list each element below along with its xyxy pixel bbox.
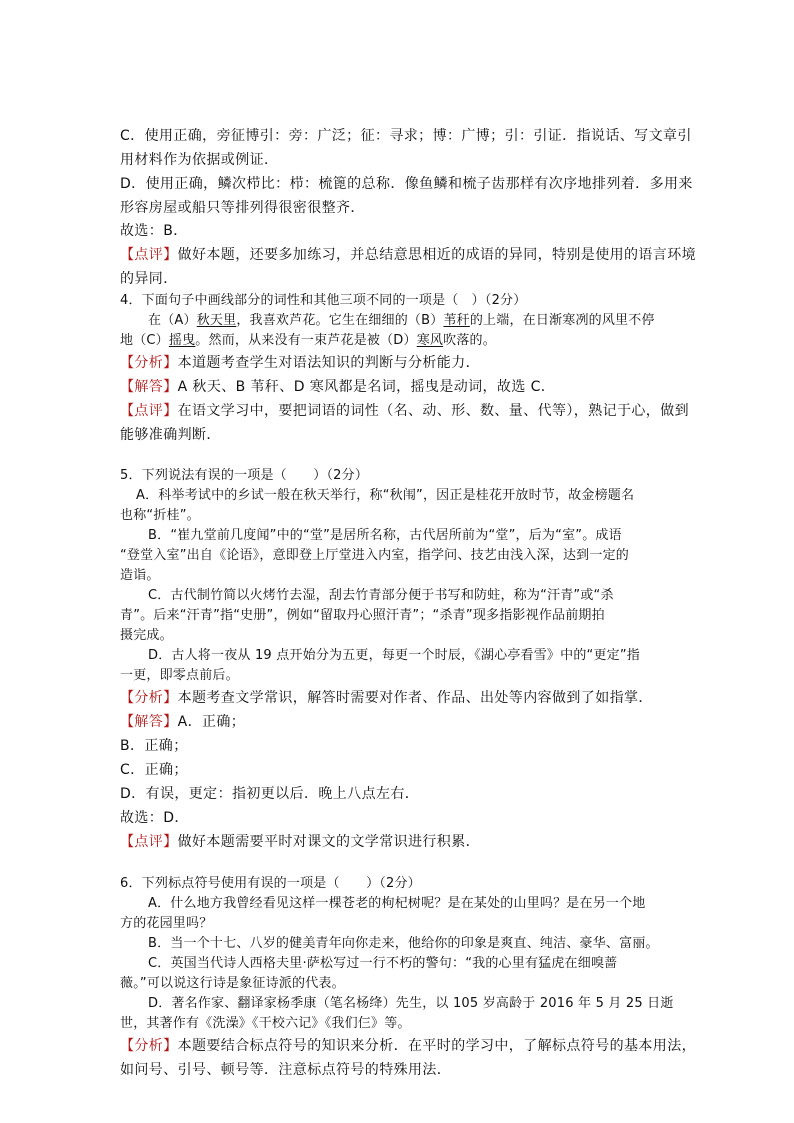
q4-sentence-line1 xyxy=(148,311,655,331)
q4-text: 在（A） xyxy=(148,313,197,328)
q6-option-c-line2: 薇。”可以说这行诗是象征诗派的代表。 xyxy=(120,976,345,991)
comment-tag: 【点评】 xyxy=(120,247,178,263)
q5-option-a-line2: 也称“折桂”。 xyxy=(120,508,200,523)
q4-solution-text: A 秋天、B 苇秆、D 寒风都是名词，摇曳是动词，故选 C． xyxy=(177,379,556,395)
q5-analysis xyxy=(120,688,653,708)
q5-comment-text: 做好本题需要平时对课文的文学常识进行积累． xyxy=(177,834,481,850)
analysis-tag: 【分析】 xyxy=(120,1038,178,1054)
q4-solution xyxy=(120,377,555,397)
q3-option-c-line1: C．使用正确，旁征博引：旁：广泛；征：寻求；博：广博；引：引证．指说话、写文章引 xyxy=(120,128,692,144)
solution-tag: 【解答】 xyxy=(120,379,178,395)
q4-analysis xyxy=(120,353,480,373)
q4-title: 4．下面句子中画线部分的词性和其他三项不同的一项是（ ）（2分） xyxy=(120,293,527,308)
q3-comment-line1 xyxy=(120,245,696,265)
q4-comment-text: 在语文学习中，要把词语的词性（名、动、形、数、量、代等），熟记于心，做到 xyxy=(177,403,690,419)
q4-underlined-word: 秋天里 xyxy=(196,313,237,328)
q6-option-c-line1: C．英国当代诗人西格夫里·萨松写过一行不朽的警句：“我的心里有猛虎在细嗅蔷 xyxy=(148,956,618,971)
q3-option-d-line1: D．使用正确，鳞次栉比：栉：梳篦的总称．像鱼鳞和梳子齿那样有次序地排列着．多用来 xyxy=(120,176,693,192)
solution-tag: 【解答】 xyxy=(120,714,178,730)
q6-option-a-line2: 方的花园里吗？ xyxy=(120,916,213,931)
q3-answer: 故选：B． xyxy=(120,223,188,239)
q5-solution xyxy=(120,712,245,732)
q5-option-c-line2: 青”。后来“汗青”指“史册”，例如“留取丹心照汗青”；“杀青”现多指影视作品前期拍 xyxy=(120,608,605,623)
q5-option-d-line2: 一更，即零点前后。 xyxy=(120,668,239,683)
q5-solution-b: B．正确； xyxy=(120,738,188,754)
q5-solution-d: D．有误，更定：指初更以后．晚上八点左右． xyxy=(120,786,420,802)
q4-underlined-word: 摇曳 xyxy=(168,333,196,348)
comment-tag: 【点评】 xyxy=(120,834,178,850)
analysis-tag: 【分析】 xyxy=(120,690,178,706)
q5-option-d-line1: D．古人将一夜从 19 点开始分为五更，每更一个时辰，《湖心亭看雪》中的“更定”指 xyxy=(148,648,640,663)
q4-text: 。然而，从来没有一束芦花是被（D） xyxy=(195,333,417,348)
q5-option-a-line1: A．科举考试中的乡试一般在秋天举行，称“秋闱”，因正是桂花开放时节，故金榜题名 xyxy=(136,488,635,503)
q5-option-b-line1: B．“崔九堂前几度闻”中的“堂”是居所名称，古代居所前为“堂”，后为“室”。成语 xyxy=(148,528,622,543)
q4-sentence-line2 xyxy=(120,331,496,351)
q4-underlined-word: 苇秆 xyxy=(443,313,470,328)
q4-text: ，我喜欢芦花。它生在细细的（B） xyxy=(236,313,444,328)
q5-title: 5．下列说法有误的一项是（ ）（2分） xyxy=(120,468,369,483)
q4-text: 地（C） xyxy=(120,333,169,348)
q3-option-d-line2: 形容房屋或船只等排列得很密很整齐． xyxy=(120,200,365,216)
q6-option-b-line1: B．当一个十七、八岁的健美青年向你走来，他给你的印象是爽直、纯洁、豪华、富丽。 xyxy=(148,936,659,951)
q5-answer: 故选：D． xyxy=(120,810,189,826)
q3-option-c-line2: 用材料作为依据或例证． xyxy=(120,152,279,168)
q6-analysis-line2: 如问号、引号、顿号等．注意标点符号的特殊用法． xyxy=(120,1062,452,1078)
q5-solution-a: A．正确； xyxy=(177,714,246,730)
q3-comment-text: 做好本题，还要多加练习，并总结意思相近的成语的异同，特别是使用的语言环境 xyxy=(177,247,697,263)
q4-analysis-text: 本道题考查学生对语法知识的判断与分析能力． xyxy=(177,355,481,371)
q5-option-c-line3: 摄完成。 xyxy=(120,628,173,643)
comment-tag: 【点评】 xyxy=(120,403,178,419)
q3-comment-line2: 的异同． xyxy=(120,271,178,287)
q4-underlined-word: 寒风 xyxy=(416,333,444,348)
analysis-tag: 【分析】 xyxy=(120,355,178,371)
q4-text: 的上端，在日渐寒冽的风里不停 xyxy=(469,313,655,328)
q5-option-b-line3: 造诣。 xyxy=(120,568,160,583)
q4-text: 吹落的。 xyxy=(443,333,496,348)
q5-analysis-text: 本题考查文学常识，解答时需要对作者、作品、出处等内容做到了如指掌． xyxy=(177,690,653,706)
q5-option-c-line1: C．古代制竹简以火烤竹去湿，刮去竹青部分便于书写和防蛀，称为“汗青”或“杀 xyxy=(148,588,614,603)
q6-analysis-text: 本题要结合标点符号的知识来分析．在平时的学习中，了解标点符号的基本用法， xyxy=(177,1038,697,1054)
q4-comment-line2: 能够准确判断． xyxy=(120,427,221,443)
q6-option-a-line1: A．什么地方我曾经看见这样一棵苍老的枸杞树呢？是在某处的山里吗？是在另一个地 xyxy=(148,896,646,911)
q6-analysis-line1 xyxy=(120,1036,696,1056)
q6-title: 6．下列标点符号使用有误的一项是（ ）（2分） xyxy=(120,876,421,891)
q5-comment xyxy=(120,832,480,852)
q5-solution-c: C．正确； xyxy=(120,762,188,778)
q6-option-d-line1: D．著名作家、翻译家杨季康（笔名杨绛）先生，以 105 岁高龄于 2016 年 5 月 25 日逝 xyxy=(148,996,674,1011)
q4-comment-line1 xyxy=(120,401,689,421)
q5-option-b-line2: “登堂入室”出自《论语》，意即登上厅堂进入内室，指学问、技艺由浅入深，达到一定的 xyxy=(120,548,629,563)
q6-option-d-line2: 世，其著作有《洗澡》《干校六记》《我们仨》等。 xyxy=(120,1016,411,1031)
